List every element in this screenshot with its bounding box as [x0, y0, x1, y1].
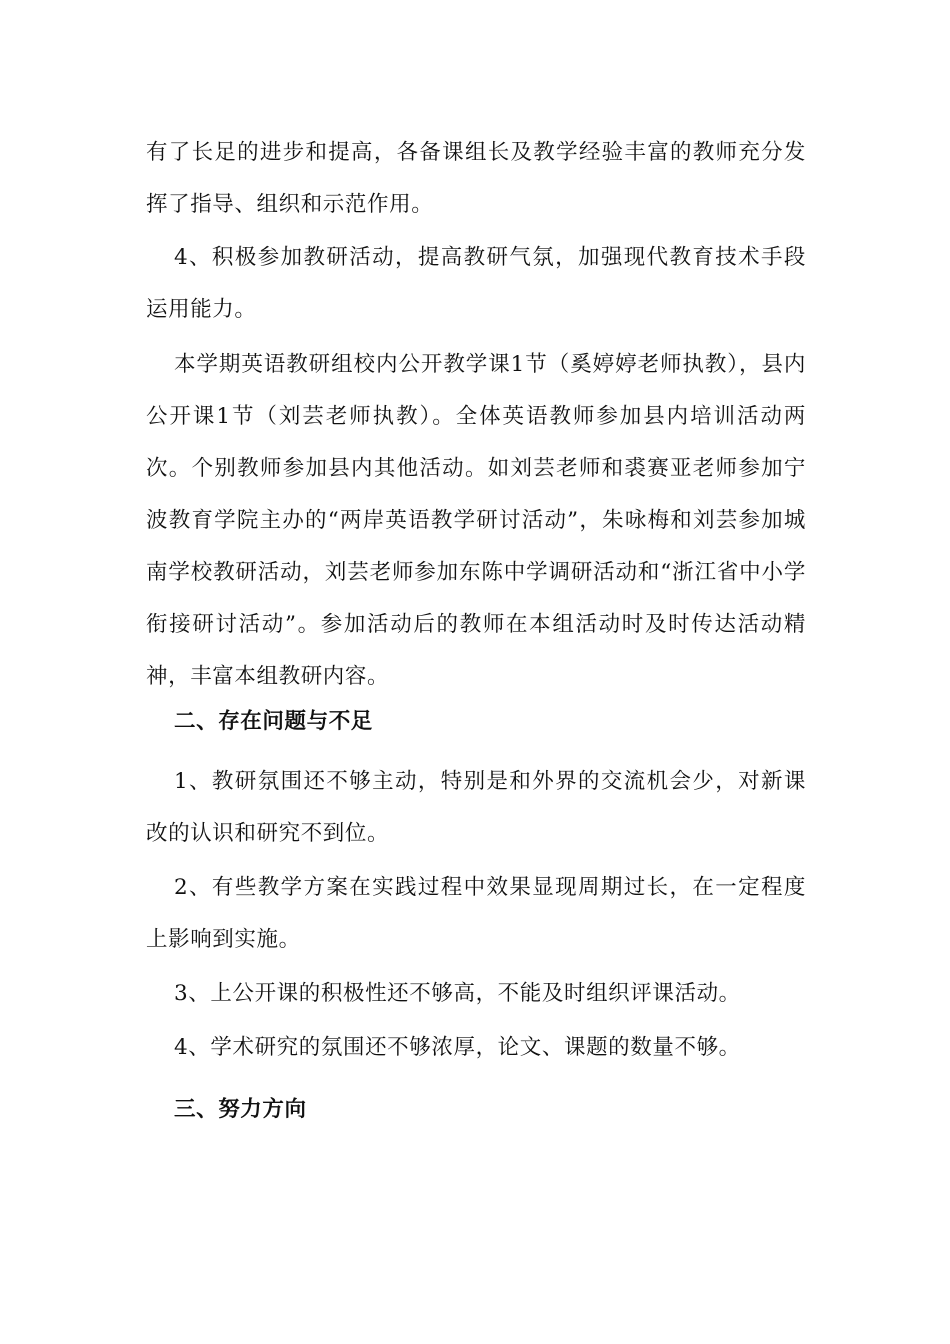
paragraph-problem-3: 3、上公开课的积极性还不够高，不能及时组织评课活动。	[174, 981, 741, 1006]
paragraph-problem-4: 4、学术研究的氛围还不够浓厚，论文、课题的数量不够。	[174, 1035, 741, 1060]
paragraph-continued: 有了长足的进步和提高，各备课组长及教学经验丰富的教师充分发挥了指导、组织和示范作用。	[146, 140, 806, 217]
section-heading-problems: 二、存在问题与不足	[174, 709, 373, 734]
section-heading-direction: 三、努力方向	[174, 1097, 307, 1122]
paragraph-problem-2: 2、有些教学方案在实践过程中效果显现周期过长，在一定程度上影响到实施。	[146, 875, 806, 952]
paragraph-item-4-activities: 4、积极参加教研活动，提高教研气氛，加强现代教育技术手段运用能力。	[146, 245, 806, 322]
paragraph-open-classes: 本学期英语教研组校内公开教学课1节（奚婷婷老师执教），县内公开课1节（刘芸老师执教）。全体英语教师参加县内培训活动两次。个别教师参加县内其他活动。如刘芸老师和裘赛亚老师参加宁波教育学院主办的“两岸英语教学研讨活动”，朱咏梅和刘芸参加城南学校教研活动，刘芸老师参加东陈中学调研活动和“浙江省中小学衔接研讨活动”。参加活动后的教师在本组活动时及时传达活动精神，丰富本组教研内容。	[146, 352, 806, 689]
paragraph-problem-1: 1、教研氛围还不够主动，特别是和外界的交流机会少，对新课改的认识和研究不到位。	[146, 769, 806, 846]
